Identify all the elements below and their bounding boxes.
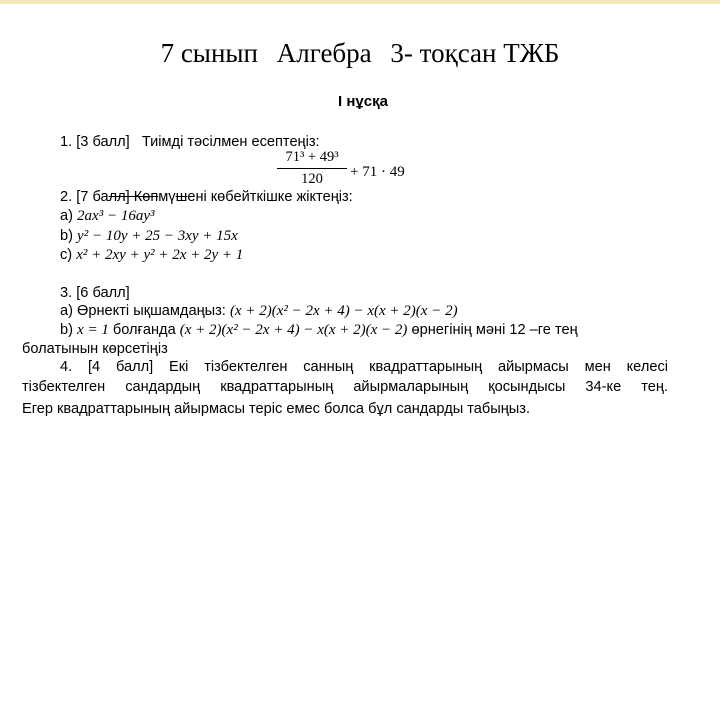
task3-b-label: b) <box>60 322 73 338</box>
task2-b-label: b) <box>60 228 73 244</box>
page-title <box>0 38 720 69</box>
fraction-numerator: 71³ + 49³ <box>277 149 347 169</box>
task2-label-struck: лл] <box>108 189 134 205</box>
task1-text: Тиімді тәсілмен есептеңіз: <box>141 134 320 150</box>
task2-a-label: a) <box>60 208 73 224</box>
task4-line1: 4. [4 балл] Екі тізбектелген санның квадраттарының айырмасы мен келесі <box>60 359 668 375</box>
task2-text-rest: ені көбейткішке жіктеңіз: <box>187 189 353 205</box>
task2-a-expr: 2ax³ − 16ay³ <box>77 208 155 224</box>
grade: 7 сынып <box>160 38 258 68</box>
task3-a-expr: (x + 2)(x² − 2x + 4) − x(x + 2)(x − 2) <box>229 303 458 319</box>
task2-c <box>60 247 243 264</box>
task2-b <box>60 228 238 245</box>
task2-text-struck2: ш <box>175 189 188 205</box>
task2-b-expr: y² − 10y + 25 − 3xy + 15x <box>77 228 238 244</box>
task3-label: 3. [6 балл] <box>60 285 130 301</box>
task3-b-rest: өрнегінің мәні 12 –ге тең <box>411 322 578 338</box>
subject: Алгебра <box>276 38 372 68</box>
task3-a <box>60 303 458 320</box>
task2-line <box>60 189 353 205</box>
variant-heading: I нұсқа <box>338 93 388 110</box>
task3-b-line2: болатынын көрсетіңіз <box>22 341 168 357</box>
task4-line3: Егер квадраттарының айырмасы теріс емес болса бұл сандарды табыңыз. <box>22 401 531 417</box>
task1-label: 1. [3 балл] <box>60 134 130 150</box>
task4-line2: тізбектелген сандардың квадраттарының айырмаларының қосындысы 34-ке тең. <box>22 379 668 395</box>
task3-a-label: a) Өрнекті ықшамдаңыз: <box>60 303 226 319</box>
task2-a <box>60 208 154 225</box>
task2-text-mid: мү <box>158 189 176 205</box>
task1-line <box>60 134 320 150</box>
task2-label-prefix: 2. [7 ба <box>60 189 109 205</box>
task2-c-expr: x² + 2xy + y² + 2x + 2y + 1 <box>76 247 244 263</box>
fraction-denominator: 120 <box>301 171 323 187</box>
task2-c-label: c) <box>60 247 73 263</box>
task2-text-struck: Көп <box>133 189 159 205</box>
task3-b-mid: болғанда <box>112 322 176 338</box>
task3-b <box>60 322 578 339</box>
task1-fraction <box>277 149 347 188</box>
task3-b-cond: x = 1 <box>77 322 109 338</box>
top-bar <box>0 0 720 4</box>
task1-rest: + 71 · 49 <box>350 164 405 180</box>
task3-b-expr: (x + 2)(x² − 2x + 4) − x(x + 2)(x − 2) <box>179 322 408 338</box>
quarter: 3- тоқсан ТЖБ <box>390 38 560 68</box>
